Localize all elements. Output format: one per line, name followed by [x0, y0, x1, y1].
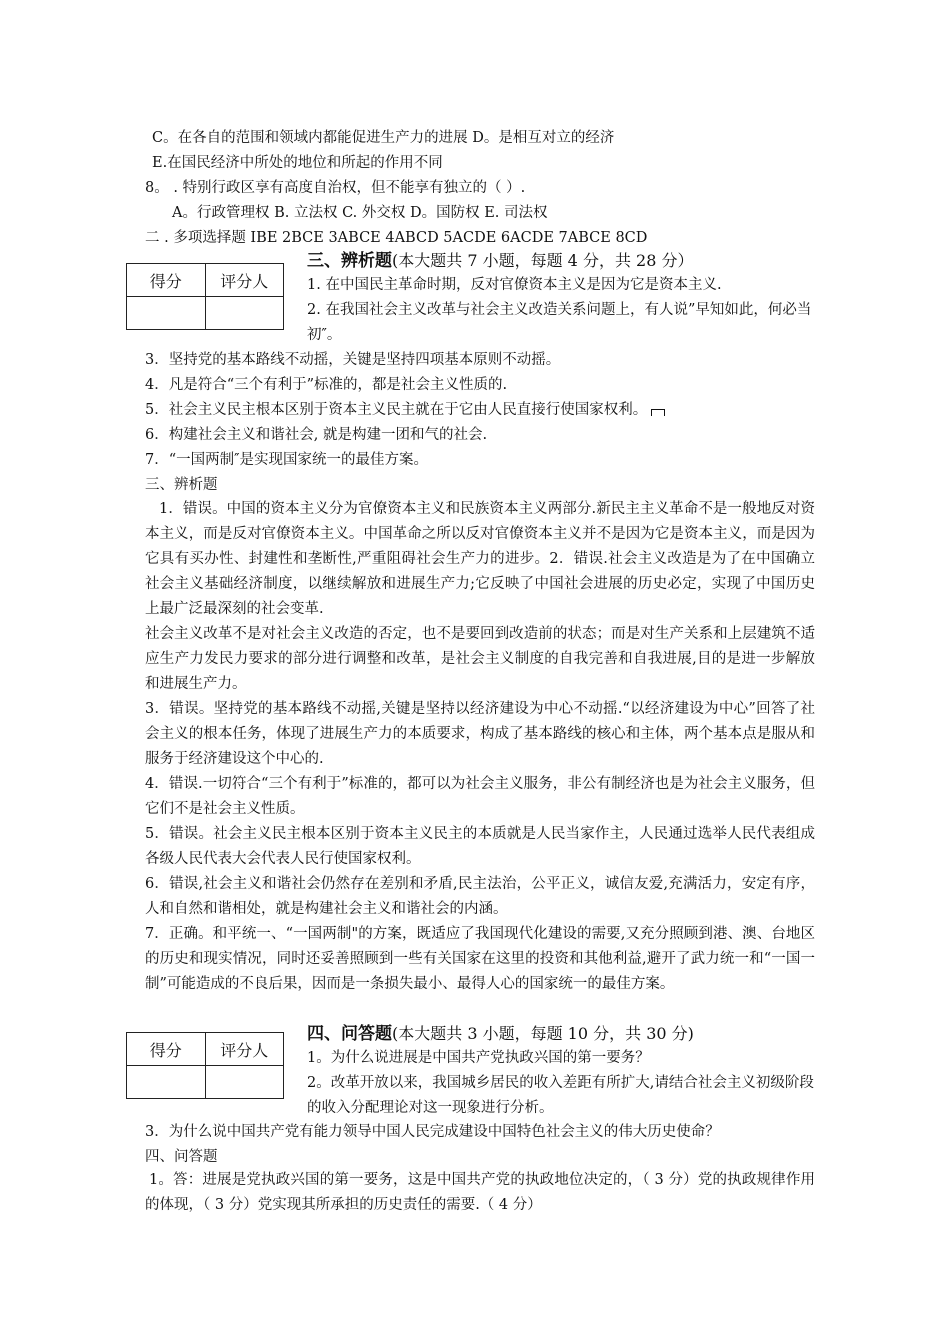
section4-item-2: 2。改革开放以来，我国城乡居民的收入差距有所扩大,请结合社会主义初级阶段的收入分配理论对这一现象进行分析。 — [307, 1075, 814, 1116]
grader-label: 评分人 — [205, 1033, 284, 1066]
section3-item-6: 6．构建社会主义和谐社会, 就是构建一团和气的社会. — [145, 427, 488, 443]
section4-answers-title: 四、问答题 — [145, 1149, 218, 1165]
section3-answer-7: 7．正确。和平统一、“一国两制"的方案，既适应了我国现代化建设的需要,又充分照顾到港、澳、台地区的历史和现实情况，同时还妥善照顾到一些有关国家在这里的投资和其他利益,避开了武力统一和“一国一制”可能造成的不良后果，因而是一条损失最小、最得人心的国家统一的最佳方案。 — [145, 926, 815, 992]
score-cell[interactable] — [127, 1066, 206, 1099]
section3-subtitle: (本大题共 7 小题，每题 4 分，共 28 分） — [392, 251, 694, 270]
grader-label: 评分人 — [205, 264, 284, 297]
section3-item-4: 4．凡是符合“三个有利于”标准的，都是社会主义性质的. — [145, 377, 508, 393]
section3-item-1: 1. 在中国民主革命时期，反对官僚资本主义是因为它是资本主义. — [307, 277, 722, 293]
section3-item-2: 2. 在我国社会主义改革与社会主义改造关系问题上，有人说”早知如此，何必当初″。 — [307, 302, 812, 343]
section3-answer-5: 5．错误。社会主义民主根本区别于资本主义民主的本质就是人民当家作主，人民通过选举人民代表组成各级人民代表大会代表人民行使国家权利。 — [145, 826, 815, 867]
score-box-section4 — [126, 1032, 284, 1099]
score-box-section3 — [126, 263, 284, 330]
section3-item-5: 5．社会主义民主根本区别于资本主义民主就在于它由人民直接行使国家权利。 — [145, 400, 815, 420]
section3-answer-2-cont: 社会主义改革不是对社会主义改造的否定，也不是要回到改造前的状态；而是对生产关系和上层建筑不适应生产力发民力要求的部分进行调整和改革，是社会主义制度的自我完善和自我进展,目的是进一步解放和进展生产力。 — [145, 626, 815, 692]
grader-cell[interactable] — [205, 297, 284, 330]
section3-item-7: 7．“一国两制″是实现国家统一的最佳方案。 — [145, 452, 429, 468]
score-label: 得分 — [127, 1033, 206, 1066]
option-line-c: C。在各自的范围和领域内都能促进生产力的进展 D。是相互对立的经济 — [152, 130, 615, 146]
grader-cell[interactable] — [205, 1066, 284, 1099]
section3-answer-3: 3．错误。坚持党的基本路线不动摇,关键是坚持以经济建设为中心不动摇.“以经济建设为中心”回答了社会主义的根本任务，体现了进展生产力的本质要求，构成了基本路线的核心和主体，两个基本点是服从和服务于经济建设这个中心的. — [145, 701, 815, 767]
score-label: 得分 — [127, 264, 206, 297]
section4-heading — [307, 1023, 694, 1045]
section3-answer-4: 4．错误.一切符合“三个有利于”标准的，都可以为社会主义服务，非公有制经济也是为社会主义服务，但它们不是社会主义性质。 — [145, 776, 815, 817]
section3-item-3: 3．坚持党的基本路线不动摇，关键是坚持四项基本原则不动摇。 — [145, 352, 561, 368]
section4-item-3: 3．为什么说中国共产党有能力领导中国人民完成建设中国特色社会主义的伟大历史使命？ — [145, 1124, 720, 1140]
section3-heading — [307, 250, 693, 272]
section3-answer-6: 6．错误,社会主义和谐社会仍然存在差别和矛盾,民主法治，公平正义，诚信友爱,充满活力，安定有序，人和自然和谐相处，就是构建社会主义和谐社会的内涵。 — [145, 876, 815, 917]
question-8: 8。 . 特别行政区享有高度自治权，但不能享有独立的（ ）. — [145, 180, 526, 196]
section4-answer-1: 1。答：进展是党执政兴国的第一要务，这是中国共产党的执政地位决定的，（ 3 分）党的执政规律作用的体现，（ 3 分）党实现其所承担的历史责任的需要.（ 4 分） — [145, 1172, 815, 1213]
score-cell[interactable] — [127, 297, 206, 330]
section4-title: 四、问答题 — [307, 1024, 392, 1044]
section3-answer-1-2: 1．错误。中国的资本主义分为官僚资本主义和民族资本主义两部分.新民主主义革命不是一般地反对资本主义，而是反对官僚资本主义。中国革命之所以反对官僚资本主义并不是因为它是资本主义，而是因为它具有买办性、封建性和垄断性,严重阻碍社会生产力的进步。2．错误.社会主义改造是为了在中国确立社会主义基础经济制度，以继续解放和进展生产力;它反映了中国社会进展的历史必定，实现了中国历史上最广泛最深刻的社会变革. — [145, 501, 815, 617]
bracket-mark-icon — [651, 409, 665, 416]
multi-choice-answers: 二 . 多项选择题 IBE 2BCE 3ABCE 4ABCD 5ACDE 6ACDE 7ABCE 8CD — [145, 230, 648, 246]
question-8-options: A。行政管理权 B. 立法权 C. 外交权 D。国防权 E. 司法权 — [172, 205, 548, 221]
section3-title: 三、辨析题 — [307, 251, 392, 271]
option-line-e: E.在国民经济中所处的地位和所起的作用不同 — [152, 155, 443, 171]
section4-subtitle: (本大题共 3 小题，每题 10 分，共 30 分) — [392, 1024, 694, 1043]
section3-answers-title: 三、辨析题 — [145, 477, 218, 493]
section4-item-1: 1。为什么说进展是中国共产党执政兴国的第一要务？ — [307, 1050, 650, 1066]
